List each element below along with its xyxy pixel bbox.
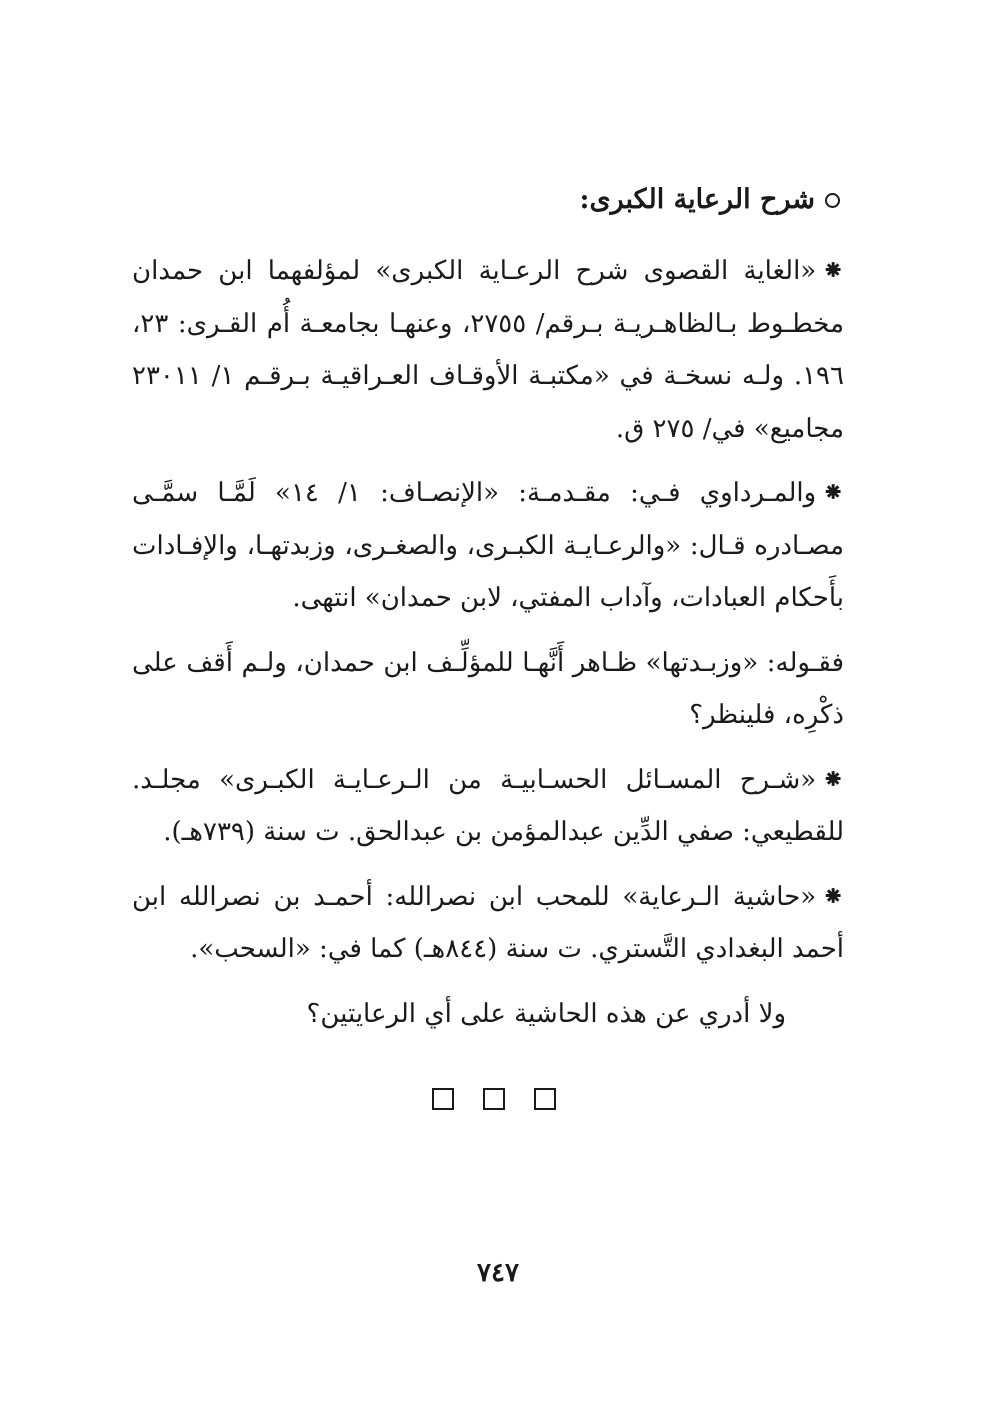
page-body: [132, 172, 844, 1052]
circle-bullet-icon: [825, 193, 840, 208]
paragraph-masail-text: «شـرح المسـائل الحسـابيـة من الـرعـايـة الكبـرى» مجلـد. للقطيعي: صفي الدِّين عبدالمؤمن بن عبدالحق. ت سنة (٧٣٩هـ).: [132, 764, 844, 847]
paragraph-hashiya: [132, 871, 844, 976]
page-number: ٧٤٧: [477, 1258, 519, 1288]
paragraph-question: [132, 988, 844, 1041]
asterisk-bullet-icon: ⁕: [822, 256, 844, 286]
paragraph-hashiya-text: «حاشية الـرعاية» للمحب ابن نصرالله: أحمـد بن نصرالله ابن أحمد البغدادي التَّستري. ت سنة (٨٤٤هـ) كما في: «السحب».: [132, 881, 844, 964]
asterisk-bullet-icon: ⁕: [822, 478, 844, 508]
paragraph-zubda: [132, 637, 844, 742]
square-ornament-icon: [483, 1088, 505, 1110]
section-end-ornament: [432, 1088, 556, 1112]
paragraph-zubda-text: فقـوله: «وزبـدتها» ظـاهر أَنَّهـا للمؤلِّـف ابن حمدان، ولـم أَقف على ذكْرِه، فلينظر؟: [132, 647, 844, 730]
paragraph-mardawi-text: والمـرداوي فـي: مقـدمـة: «الإنصـاف: ١/ ١٤» لَمَّـا سمَّـى مصـادره قـال: «والرعـايـة الكبـرى، والصغـرى، وزبدتهـا، والإفـادات بأَحكام العبادات، وآداب المفتي، لابن حمدان» انتهى.: [132, 478, 844, 613]
square-ornament-icon: [534, 1088, 556, 1110]
square-ornament-icon: [432, 1088, 454, 1110]
paragraph-ghaya: [132, 245, 844, 455]
paragraph-mardawi: [132, 467, 844, 625]
section-heading: [132, 172, 844, 228]
asterisk-bullet-icon: ⁕: [822, 881, 844, 912]
paragraph-ghaya-text: «الغاية القصوى شرح الرعـاية الكبرى» لمؤلفهما ابن حمدان مخطـوط بـالظاهـريـة بـرقم/ ٢٧٥٥، وعنهـا بجامعـة أُم القـرى: ٢٣، ١٩٦. ولـه نسخـة في «مكتبـة الأوقـاف العـراقيـة بـرقـم ١/ ٢٣٠١١ مجاميع» في/ ٢٧٥ ق.: [132, 256, 844, 444]
paragraph-masail: [132, 754, 844, 859]
paragraph-question-text: ولا أدري عن هذه الحاشية على أي الرعايتين؟: [306, 998, 786, 1029]
section-heading-text: شرح الرعاية الكبرى:: [579, 184, 815, 215]
asterisk-bullet-icon: ⁕: [822, 764, 844, 795]
